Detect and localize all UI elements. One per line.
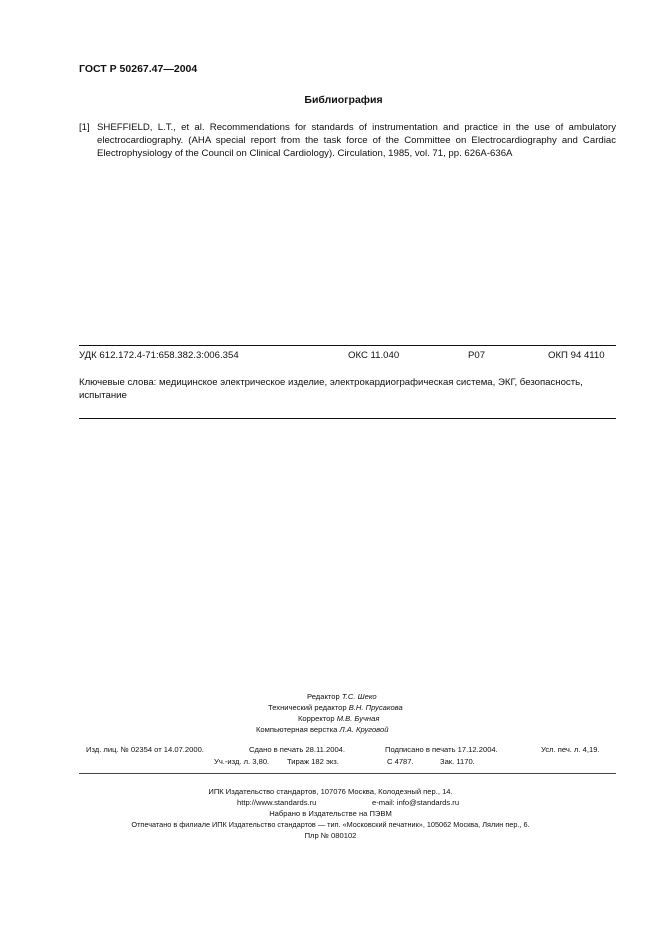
license: Изд. лиц. № 02354 от 14.07.2000. bbox=[86, 745, 204, 754]
standard-header: ГОСТ Р 50267.47—2004 bbox=[79, 63, 198, 75]
plr-number: Плр № 080102 bbox=[304, 831, 357, 840]
circulation: Тираж 182 экз. bbox=[287, 757, 339, 766]
udc-code: УДК 612.172.4-71:658.382.3:006.354 bbox=[79, 350, 239, 361]
bibliography-title: Библиография bbox=[304, 94, 383, 106]
editor-line bbox=[307, 692, 377, 701]
publisher: ИПК Издательство стандартов, 107076 Москва, Колодезный пер., 14. bbox=[208, 787, 453, 796]
layout-label: Компьютерная верстка bbox=[256, 725, 338, 734]
bibliography-item-text: SHEFFIELD, L.T., et al. Recommendations for standards of instrumentation and practice in the use of ambulatory electrocardiography. (AHA special report from the task force of the Committee on Electrocardiography and Cardiac Electrophysiology of the Council on Clinical Cardiology). Circulation, 1985, vol. 71, pp. 626A-636A bbox=[97, 122, 616, 159]
keywords-text: медицинское электрическое изделие, электрокардиографическая система, ЭКГ, безопасность, испытание bbox=[79, 377, 583, 401]
order-number: Зак. 1170. bbox=[440, 757, 475, 766]
editor-name: Т.С. Шеко bbox=[341, 692, 377, 701]
sent-to-print: Сдано в печать 28.11.2004. bbox=[249, 745, 346, 754]
layout-line bbox=[256, 725, 388, 734]
signed-to-print: Подписано в печать 17.12.2004. bbox=[385, 745, 498, 754]
email-link[interactable]: e-mail: info@standards.ru bbox=[372, 798, 460, 807]
c-code: С 4787. bbox=[387, 757, 414, 766]
bottom-divider bbox=[79, 418, 616, 419]
bibliography-item bbox=[79, 121, 616, 160]
print-sheets: Усл. печ. л. 4,19. bbox=[541, 745, 600, 754]
corrector-line bbox=[298, 714, 379, 723]
tech-editor-label: Технический редактор bbox=[268, 703, 347, 712]
layout-name: Л.А. Круговой bbox=[339, 725, 389, 734]
corrector-name: М.В. Бучная bbox=[336, 714, 380, 723]
keywords bbox=[79, 376, 616, 402]
printed-by: Отпечатано в филиале ИПК Издательство стандартов — тип. «Московский печатник», 105062 Москва, Лялин пер., 6. bbox=[131, 820, 530, 829]
group-code: Р07 bbox=[468, 350, 486, 361]
corrector-label: Корректор bbox=[298, 714, 335, 723]
pub-sheets: Уч.-изд. л. 3,80. bbox=[214, 757, 270, 766]
oks-code: ОКС 11.040 bbox=[348, 350, 400, 361]
bibliography-item-number: [1] bbox=[79, 122, 90, 133]
typeset: Набрано в Издательстве на ПЭВМ bbox=[269, 809, 392, 818]
tech-editor-line bbox=[268, 703, 403, 712]
imprint-divider bbox=[79, 773, 616, 774]
keywords-label: Ключевые слова: bbox=[79, 377, 157, 388]
top-divider bbox=[79, 345, 616, 346]
editor-label: Редактор bbox=[307, 692, 340, 701]
website-link[interactable]: http://www.standards.ru bbox=[237, 798, 317, 807]
okp-code: ОКП 94 4110 bbox=[548, 350, 605, 361]
tech-editor-name: В.Н. Прусакова bbox=[348, 703, 403, 712]
